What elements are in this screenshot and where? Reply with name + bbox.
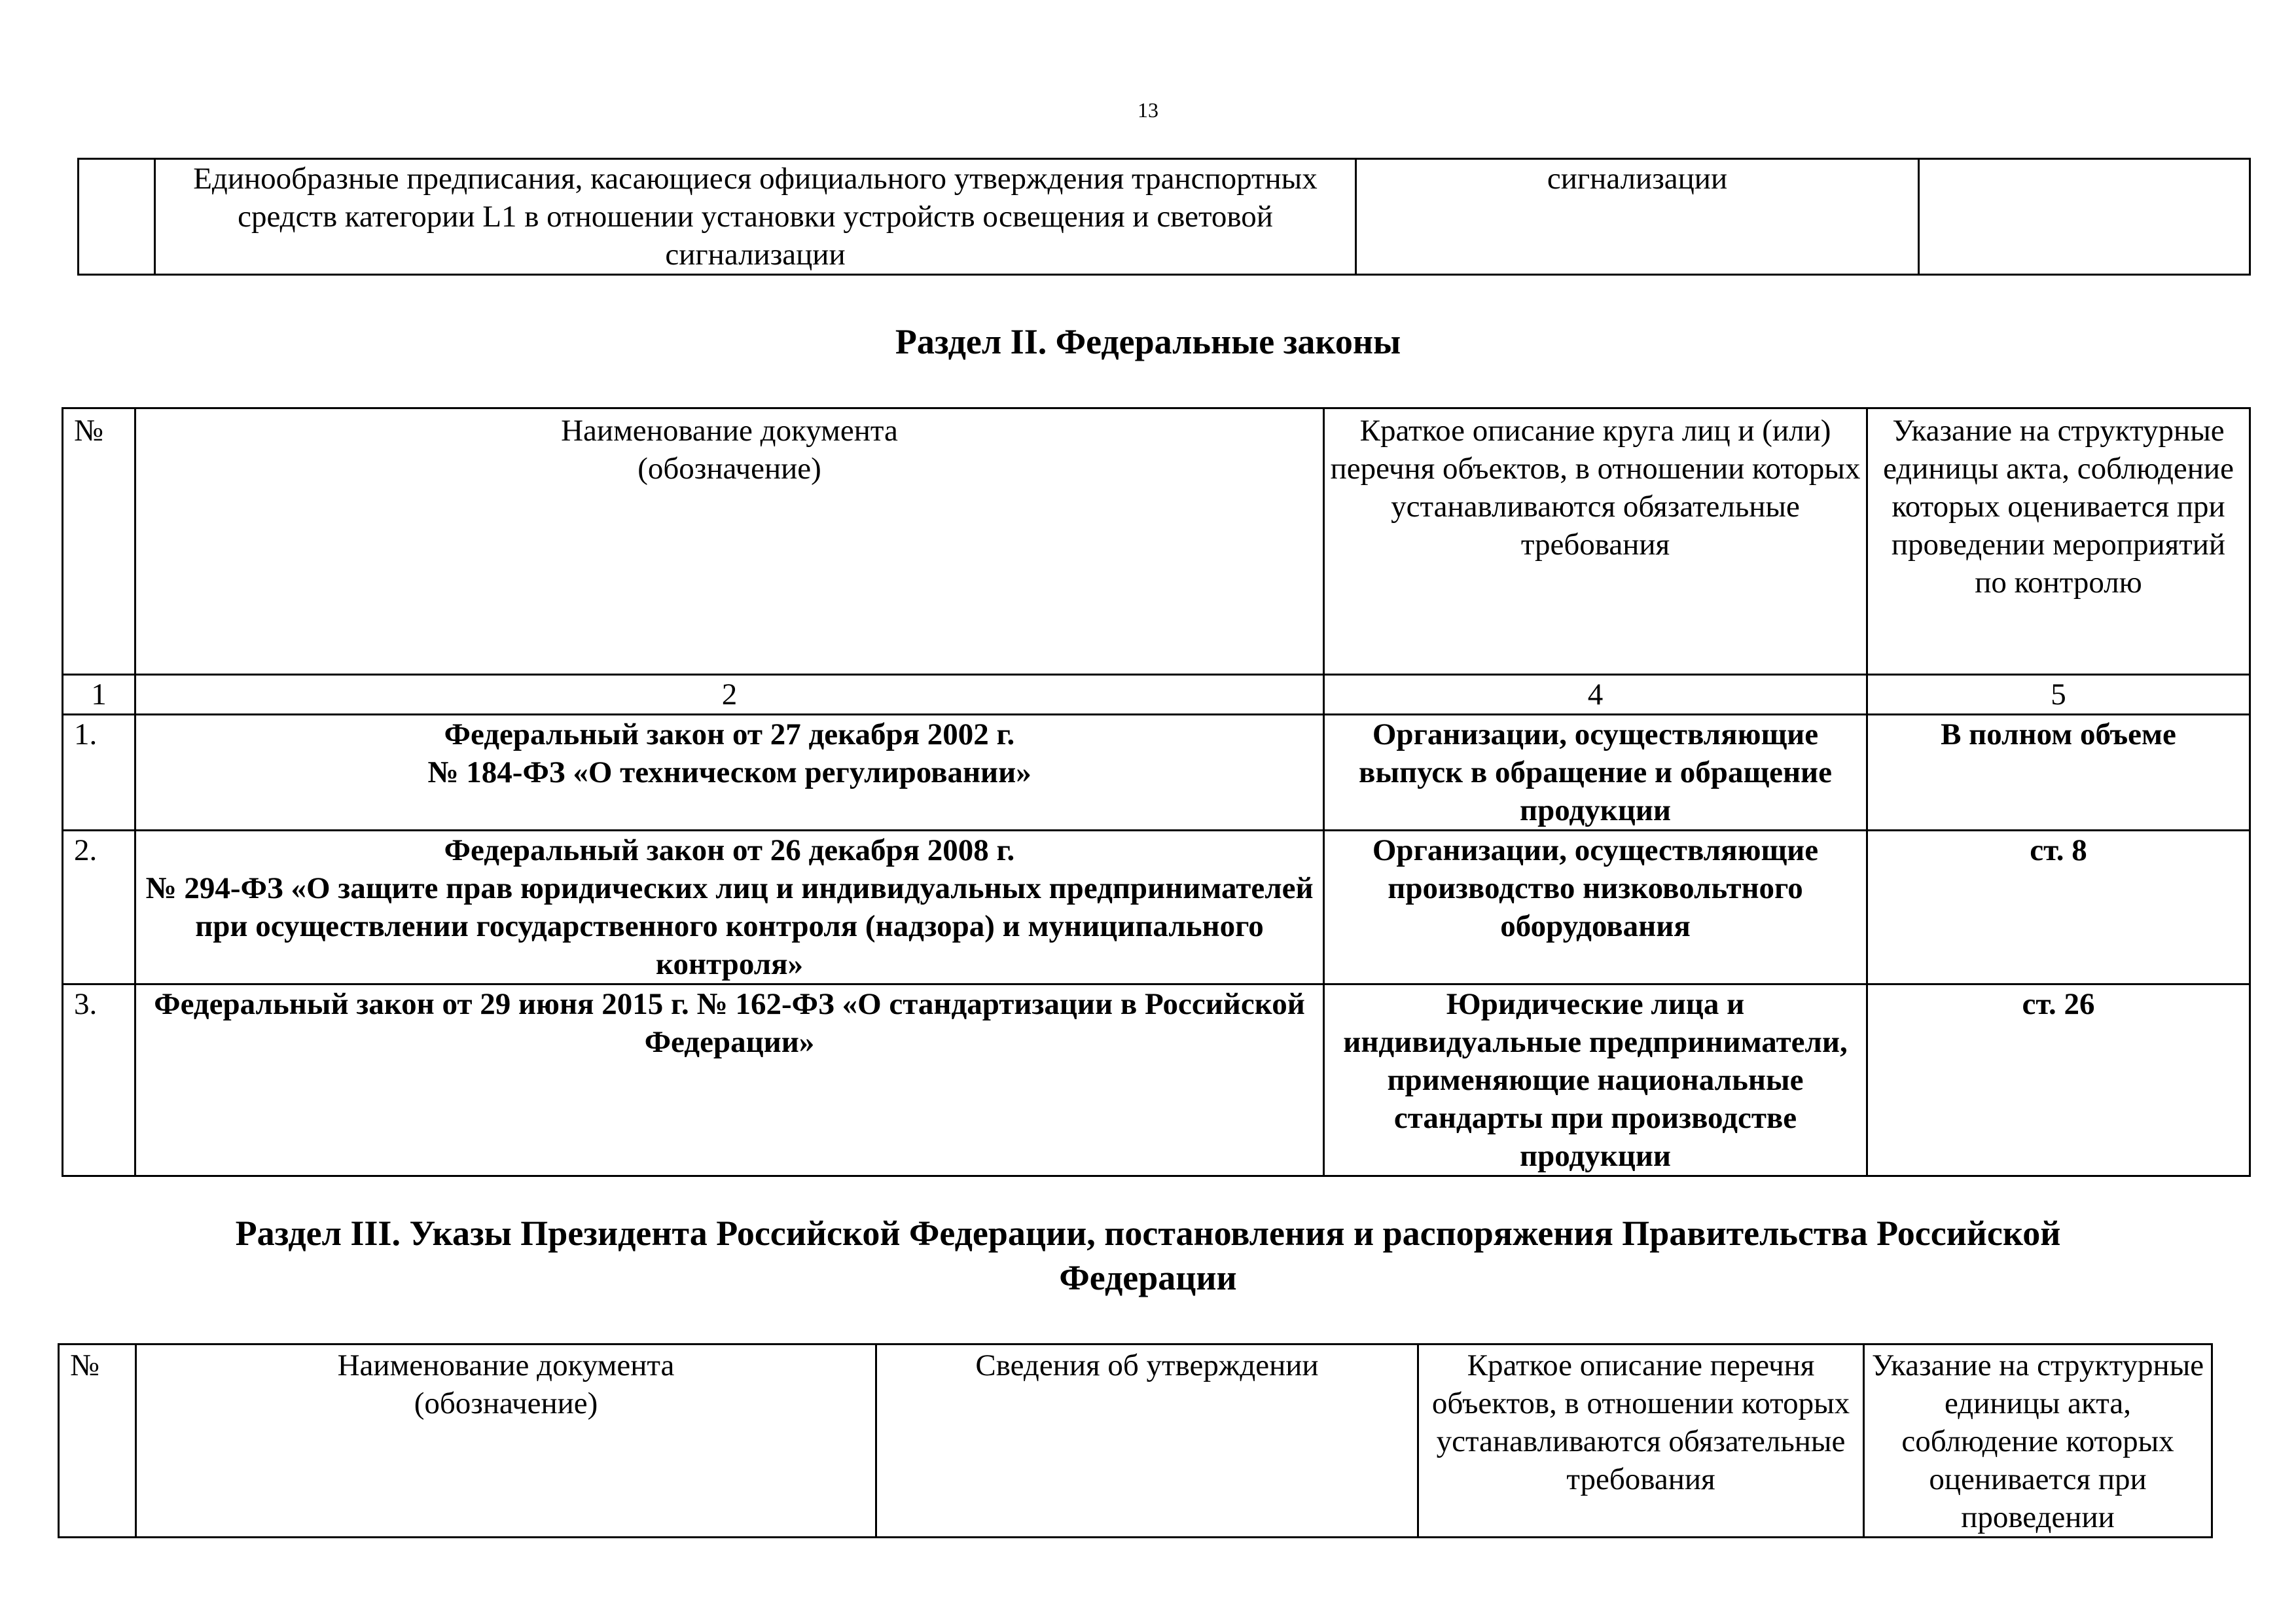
row-name: Федеральный закон от 29 июня 2015 г. № 162-ФЗ «О стандартизации в Российской Федерации» — [135, 984, 1324, 1176]
row-units: В полном объеме — [1867, 715, 2250, 831]
row-num: 3. — [63, 984, 135, 1176]
cell-num — [79, 159, 155, 275]
section-2-title: Раздел II. Федеральные законы — [895, 322, 1401, 361]
row-desc: Юридические лица и индивидуальные предприниматели, применяющие национальные стандарты при производстве продукции — [1324, 984, 1867, 1176]
column-index-row — [63, 675, 2250, 715]
header-num: № — [59, 1344, 136, 1538]
section-3-title — [0, 1211, 2296, 1300]
row-name: Федеральный закон от 27 декабря 2002 г. № 184-ФЗ «О техническом регулировании» — [135, 715, 1324, 831]
header-name: Наименование документа (обозначение) — [136, 1344, 876, 1538]
header-units: Указание на структурные единицы акта, соблюдение которых оценивается при проведении — [1864, 1344, 2212, 1538]
header-name: Наименование документа (обозначение) — [135, 408, 1324, 675]
table-row — [63, 984, 2250, 1176]
header-num: № — [63, 408, 135, 675]
header-desc: Краткое описание перечня объектов, в отношении которых устанавливаются обязательные требования — [1418, 1344, 1864, 1538]
row-units: ст. 26 — [1867, 984, 2250, 1176]
table-row — [63, 715, 2250, 831]
row-num: 1. — [63, 715, 135, 831]
row-num: 2. — [63, 831, 135, 984]
index-cell: 4 — [1324, 675, 1867, 715]
row-desc: Организации, осуществляющие выпуск в обращение и обращение продукции — [1324, 715, 1867, 831]
cell-name — [155, 159, 1356, 275]
cell-units — [1919, 159, 2250, 275]
header-desc: Краткое описание круга лиц и (или) перечня объектов, в отношении которых устанавливаются обязательные требования — [1324, 408, 1867, 675]
continuation-table — [77, 158, 2251, 276]
section-3-title-line-2: Федерации — [1059, 1258, 1237, 1297]
index-cell: 1 — [63, 675, 135, 715]
table-header-row — [59, 1344, 2212, 1538]
decrees-table — [58, 1343, 2213, 1538]
table-row — [79, 159, 2250, 275]
header-approval: Сведения об утверждении — [876, 1344, 1418, 1538]
table-row — [63, 831, 2250, 984]
row-units: ст. 8 — [1867, 831, 2250, 984]
table-header-row — [63, 408, 2250, 675]
row-name: Федеральный закон от 26 декабря 2008 г. № 294-ФЗ «О защите прав юридических лиц и индивидуальных предпринимателей при осуществлении государственного контроля (надзора) и муниципального контроля» — [135, 831, 1324, 984]
index-cell: 5 — [1867, 675, 2250, 715]
index-cell: 2 — [135, 675, 1324, 715]
page-number: 13 — [1138, 98, 1158, 122]
section-3-title-line-1: Раздел III. Указы Президента Российской Федерации, постановления и распоряжения Правительства Российской — [235, 1214, 2061, 1253]
continuation-title: Единообразные предписания, касающиеся официального утверждения транспортных средств категории L1 в отношении установки устройств освещения и световой сигнализации — [193, 162, 1318, 272]
cell-desc — [1356, 159, 1919, 275]
federal-laws-table — [62, 407, 2251, 1177]
header-units: Указание на структурные единицы акта, соблюдение которых оценивается при проведении мероприятий по контролю — [1867, 408, 2250, 675]
row-desc: Организации, осуществляющие производство низковольтного оборудования — [1324, 831, 1867, 984]
continuation-description: сигнализации — [1547, 162, 1728, 196]
